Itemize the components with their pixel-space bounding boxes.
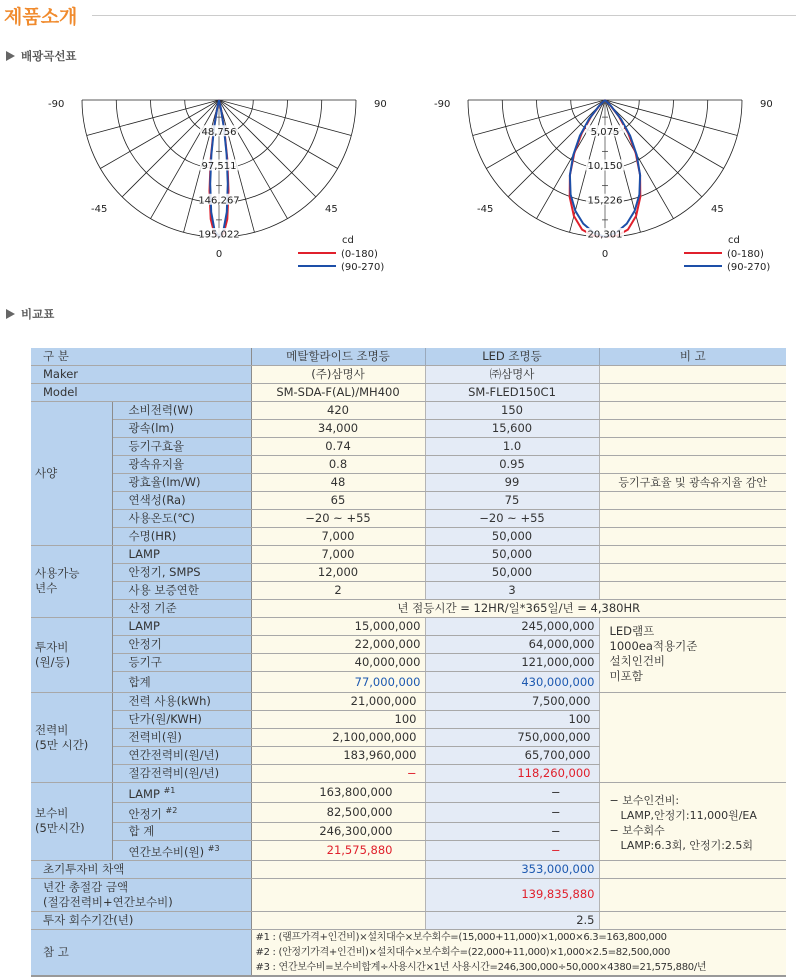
row-label: 연간전력비(원/년)	[112, 747, 251, 765]
led-value: 75	[425, 492, 599, 510]
table-row	[31, 911, 786, 929]
row-label: 사용 보증연한	[112, 582, 251, 600]
metal-value: 0.8	[251, 456, 425, 474]
table-row	[31, 546, 786, 564]
group-label-line: 투자비	[35, 640, 69, 654]
remark-line: 1000ea적용기준	[609, 639, 698, 653]
polar-ray	[87, 100, 219, 135]
row-label: 전력 사용(kWh)	[112, 693, 251, 711]
group-label-line: (5만 시간)	[35, 737, 89, 752]
metal-value: 21,000,000	[251, 693, 425, 711]
remark-line: − 보수회수	[609, 824, 665, 837]
angle-label: -45	[477, 204, 494, 215]
metal-value: 15,000,000	[251, 618, 425, 636]
header-led: LED 조명등	[425, 348, 599, 366]
row-label: 산정 기준	[112, 600, 251, 618]
remark-invest	[599, 618, 786, 693]
led-value: 0.95	[425, 456, 599, 474]
table-header-row	[31, 348, 786, 366]
table-row	[31, 878, 786, 911]
metal-value: 82,500,000	[251, 802, 425, 822]
table-row	[31, 474, 786, 492]
led-value: −20 ~ +55	[425, 510, 599, 528]
led-value: −	[425, 822, 599, 840]
metal-value: 40,000,000	[251, 654, 425, 672]
group-label-life	[31, 546, 112, 618]
row-label: LAMP	[112, 618, 251, 636]
header-category: 구 분	[31, 348, 251, 366]
remark-cell	[599, 510, 786, 528]
row-label	[112, 783, 251, 803]
led-value: 150	[425, 402, 599, 420]
reference-line: #3 : 연간보수비=보수비합계÷사용시간×1년 사용시간=246,300,000÷50,000×4380=21,575,880/년	[255, 961, 707, 973]
triangle-bullet-icon	[6, 309, 15, 319]
remark-line: LED램프	[609, 624, 655, 638]
footnote-ref: #2	[165, 805, 178, 815]
remark-cell	[599, 438, 786, 456]
metal-value: 65	[251, 492, 425, 510]
angle-label: 90	[374, 99, 387, 110]
remark-line: LAMP,안정기:11,000원/EA	[620, 809, 757, 822]
group-label-line: 전력비	[35, 722, 69, 737]
led-value: 139,835,880	[425, 878, 599, 911]
angle-label: -90	[48, 99, 65, 110]
remark-cell	[599, 693, 786, 783]
row-label: 등기구	[112, 654, 251, 672]
metal-value: 12,000	[251, 564, 425, 582]
table-row	[31, 438, 786, 456]
ring-label: 97,511	[201, 161, 237, 172]
row-label: 투자 회수기간(년)	[31, 911, 251, 929]
ring-label: 10,150	[587, 161, 623, 172]
led-value: SM-FLED150C1	[425, 384, 599, 402]
table-row	[31, 528, 786, 546]
remark-line: 미포함	[609, 669, 643, 683]
ring-label: 146,267	[198, 195, 240, 207]
table-row	[31, 384, 786, 402]
remark-cell	[599, 878, 786, 911]
row-label: 광속유지율	[112, 456, 251, 474]
remark-cell	[599, 546, 786, 564]
row-label: 등기구효율	[112, 438, 251, 456]
metal-value: 48	[251, 474, 425, 492]
led-value: 50,000	[425, 546, 599, 564]
metal-value: SM-SDA-F(AL)/MH400	[251, 384, 425, 402]
reference-line: #1 : (램프가격+인건비)×설치대수×보수회수=(15,000+11,000)×1,000×6.3=163,800,000	[255, 931, 667, 943]
polar-chart-metal-svg	[36, 90, 396, 280]
section-title: 배광곡선표	[21, 49, 77, 63]
metal-value: 2	[251, 582, 425, 600]
metal-value: −	[251, 765, 425, 783]
row-label-text: 안정기	[128, 806, 162, 821]
polar-chart-led-svg	[422, 90, 782, 280]
metal-value: 0.74	[251, 438, 425, 456]
led-value: 15,600	[425, 420, 599, 438]
angle-label: 45	[711, 204, 724, 215]
table-row	[31, 366, 786, 384]
row-label	[31, 878, 251, 911]
polar-chart-metal	[36, 90, 396, 284]
metal-value: 163,800,000	[251, 783, 425, 803]
table-row	[31, 860, 786, 878]
angle-label: 0	[601, 249, 609, 260]
led-value: −	[425, 840, 599, 860]
section-heading-light-distribution	[6, 48, 77, 64]
row-label	[112, 822, 251, 840]
led-value: 50,000	[425, 528, 599, 546]
angle-label: 90	[760, 99, 773, 110]
group-label-power	[31, 693, 112, 783]
metal-value: 7,000	[251, 546, 425, 564]
row-label: 광속(lm)	[112, 420, 251, 438]
row-label: 광효율(lm/W)	[112, 474, 251, 492]
group-label-maint	[31, 783, 112, 861]
metal-value: 246,300,000	[251, 822, 425, 840]
footnote-ref: #3	[207, 843, 220, 853]
legend-label: (90-270)	[341, 262, 385, 273]
led-value: 65,700,000	[425, 747, 599, 765]
remark-cell	[599, 582, 786, 600]
row-label	[112, 840, 251, 860]
ring-label: 195,022	[198, 229, 240, 241]
row-label-text: 합 계	[128, 823, 155, 838]
remark-cell	[599, 911, 786, 929]
remark-cell	[599, 492, 786, 510]
metal-value: 420	[251, 402, 425, 420]
section-heading-comparison	[6, 306, 54, 322]
triangle-bullet-icon	[6, 51, 15, 61]
legend-label: (90-270)	[727, 262, 771, 273]
angle-label: -45	[91, 204, 108, 215]
table-row	[31, 402, 786, 420]
basis-value: 년 점등시간 = 12HR/일*365일/년 = 4,380HR	[251, 600, 786, 618]
ring-label: 15,226	[587, 195, 623, 207]
row-label	[112, 802, 251, 822]
remark-cell	[599, 384, 786, 402]
led-value: 3	[425, 582, 599, 600]
polar-ray	[605, 100, 702, 197]
group-label-spec: 사양	[31, 402, 112, 546]
group-label-line: 년수	[35, 581, 58, 595]
table-row	[31, 420, 786, 438]
row-label: Model	[31, 384, 251, 402]
led-value: −	[425, 783, 599, 803]
table-row	[31, 693, 786, 711]
row-label: 단가(원/KWH)	[112, 711, 251, 729]
metal-value: (주)삼명사	[251, 366, 425, 384]
row-label-line: (절감전력비+연간보수비)	[43, 894, 173, 909]
metal-value: 2,100,000,000	[251, 729, 425, 747]
legend-unit: cd	[728, 235, 740, 246]
led-value: 353,000,000	[425, 860, 599, 878]
led-value: 7,500,000	[425, 693, 599, 711]
remark-cell	[599, 420, 786, 438]
remark-cell	[599, 366, 786, 384]
remark-maint	[599, 783, 786, 861]
row-label: 안정기, SMPS	[112, 564, 251, 582]
group-label-line: (5만시간)	[35, 821, 85, 836]
table-row	[31, 600, 786, 618]
reference-notes	[251, 929, 786, 976]
row-label: 안정기	[112, 636, 251, 654]
led-value: −	[425, 802, 599, 822]
legend-label: (0-180)	[341, 249, 378, 260]
polar-ray	[219, 100, 351, 135]
metal-value: 7,000	[251, 528, 425, 546]
ring-label: 20,301	[587, 229, 623, 241]
metal-value: 100	[251, 711, 425, 729]
row-label: LAMP	[112, 546, 251, 564]
remark-line: 설치인건비	[609, 654, 666, 668]
table-row	[31, 456, 786, 474]
legend-label: (0-180)	[727, 249, 764, 260]
angle-label: 0	[215, 249, 223, 260]
table-row	[31, 510, 786, 528]
row-label-text: 연간보수비(원)	[128, 844, 205, 859]
row-label: 연색성(Ra)	[112, 492, 251, 510]
led-value: 99	[425, 474, 599, 492]
footnote-ref: #1	[163, 786, 176, 795]
row-label: 참 고	[31, 929, 251, 976]
table-row-reference	[31, 929, 786, 976]
row-label: 수명(HR)	[112, 528, 251, 546]
table-row	[31, 564, 786, 582]
row-label-text: LAMP	[128, 786, 160, 801]
page-title: 제품소개	[4, 6, 78, 28]
remark-cell	[599, 564, 786, 582]
led-value: 50,000	[425, 564, 599, 582]
comparison-table	[31, 348, 786, 977]
ring-label: 48,756	[201, 126, 237, 138]
led-value: 2.5	[425, 911, 599, 929]
table-row	[31, 582, 786, 600]
group-label-line: 사용가능	[35, 566, 80, 580]
polar-ray	[508, 100, 605, 197]
remark-cell: 등기구효율 및 광속유지율 감안	[599, 474, 786, 492]
metal-total: 77,000,000	[251, 672, 425, 693]
legend-unit: cd	[342, 235, 354, 246]
led-total: 430,000,000	[425, 672, 599, 693]
ring-label: 5,075	[590, 126, 620, 138]
polar-ray	[473, 100, 605, 135]
group-label-invest	[31, 618, 112, 693]
metal-value	[251, 878, 425, 911]
led-value: 121,000,000	[425, 654, 599, 672]
led-value: 100	[425, 711, 599, 729]
metal-value: 183,960,000	[251, 747, 425, 765]
led-value: 245,000,000	[425, 618, 599, 636]
group-label-line: 보수비	[35, 806, 69, 821]
section-title: 비교표	[21, 307, 55, 321]
polar-ray	[122, 100, 219, 197]
angle-label: 45	[325, 204, 338, 215]
group-label-line: (원/등)	[35, 655, 71, 669]
row-label: 전력비(원)	[112, 729, 251, 747]
row-label: 합계	[112, 672, 251, 693]
remark-cell	[599, 402, 786, 420]
metal-value: 21,575,880	[251, 840, 425, 860]
remark-line: − 보수인건비:	[609, 794, 680, 807]
polar-ray	[219, 100, 316, 197]
remark-line: LAMP:6.3회, 안정기:2.5회	[620, 839, 754, 852]
led-value: 118,260,000	[425, 765, 599, 783]
led-value: 750,000,000	[425, 729, 599, 747]
metal-value: −20 ~ +55	[251, 510, 425, 528]
row-label: 초기투자비 차액	[31, 860, 251, 878]
row-label: 사용온도(℃)	[112, 510, 251, 528]
row-label: 소비전력(W)	[112, 402, 251, 420]
reference-line: #2 : (안정기가격+인건비)×설치대수×보수회수=(22,000+11,000)×1,000×2.5=82,500,000	[255, 946, 671, 958]
remark-cell	[599, 456, 786, 474]
row-label: 절감전력비(원/년)	[112, 765, 251, 783]
remark-cell	[599, 528, 786, 546]
header-remark: 비 고	[599, 348, 786, 366]
metal-value: 34,000	[251, 420, 425, 438]
led-value: 1.0	[425, 438, 599, 456]
angle-label: -90	[434, 99, 451, 110]
metal-value: 22,000,000	[251, 636, 425, 654]
polar-ray	[605, 100, 737, 135]
led-value: ㈜삼명사	[425, 366, 599, 384]
table-row	[31, 618, 786, 636]
polar-chart-led	[422, 90, 782, 284]
row-label-line: 년간 총절감 금액	[43, 879, 129, 894]
remark-cell	[599, 860, 786, 878]
title-divider	[92, 15, 796, 16]
table-row	[31, 492, 786, 510]
table-row	[31, 783, 786, 803]
metal-value	[251, 911, 425, 929]
row-label: Maker	[31, 366, 251, 384]
led-value: 64,000,000	[425, 636, 599, 654]
header-metal: 메탈할라이드 조명등	[251, 348, 425, 366]
metal-value	[251, 860, 425, 878]
